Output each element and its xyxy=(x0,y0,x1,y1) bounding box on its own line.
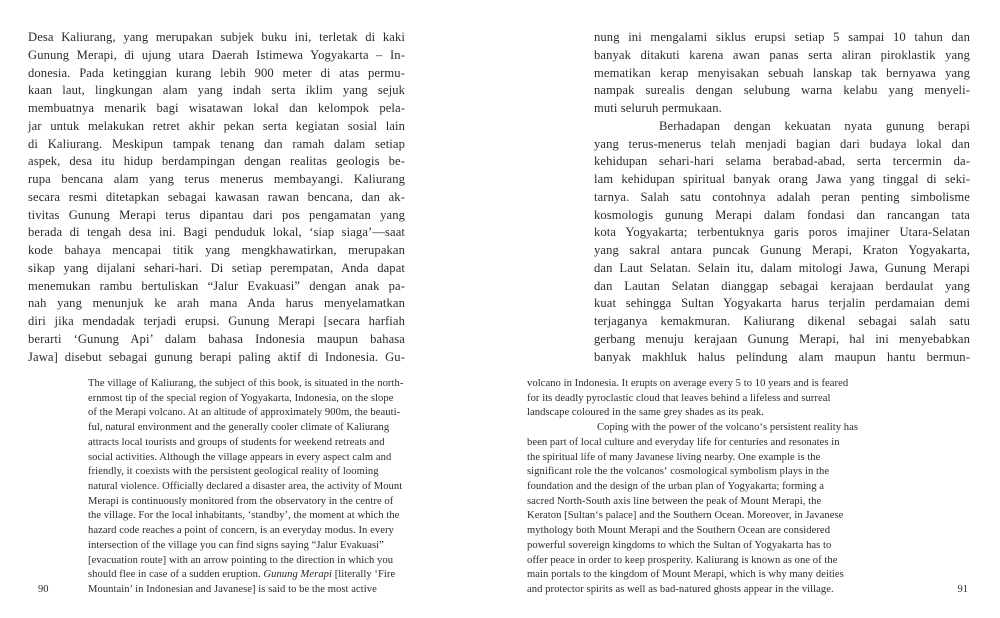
text-line: Gunung Merapi, di ujung utara Daerah Istimewa Yogyakarta – In- xyxy=(28,47,405,62)
text-line: Jawa] disebut sebagai gunung berapi paling aktif di Indonesia. Gu- xyxy=(28,349,405,364)
text-line: ernmost tip of the special region of Yogyakarta, Indonesia, on the slope xyxy=(88,392,394,404)
english-translation-column-left xyxy=(88,377,470,598)
text-line: kota Yogyakarta; terbentuknya garis poros imajiner Utara-Selatan xyxy=(594,225,970,240)
text-line: should flee in case of a sudden eruption. Gunung Merapi [literally ‘Fire xyxy=(88,569,396,581)
text-line: Berhadapan dengan kekuatan nyata gunung berapi xyxy=(659,118,970,133)
text-line: intersection of the village you can find signs saying “Jalur Evakuasi” xyxy=(88,539,384,551)
text-line: foundation and the design of the urban plan of Yogyakarta; forming a xyxy=(527,481,825,493)
page-number-left: 90 xyxy=(38,584,49,595)
text-line: sikap yang dijalani sehari-hari. Di setiap perempatan, Anda dapat xyxy=(28,260,405,275)
text-line: significant role the the volcanos‘ cosmological symbolism plays in the xyxy=(527,466,830,478)
text-line: natural violence. Officially declared a disaster area, the activity of Mount xyxy=(88,481,403,493)
text-line: of the Merapi volcano. At an altitude of approximately 900m, the beauti- xyxy=(88,407,401,419)
text-line: hazard code reaches a point of concern, is an everyday modus. In every xyxy=(88,525,394,537)
text-line: sacred North-South axis line between the peak of Mount Merapi, the xyxy=(527,495,822,507)
text-line: aspek, desa itu hidup berdampingan dengan realitas geologis be- xyxy=(28,154,405,169)
text-line: Coping with the power of the volcano‘s persistent reality has xyxy=(597,422,859,434)
text-line: the spiritual life of many Javanese living nearby. One example is the xyxy=(527,451,821,463)
text-line: tivitas Gunung Merapi terus dipantau dari pos pengamatan yang xyxy=(28,207,405,222)
text-line: offer peace in order to keep prosperity. Kaliurang is known as one of the xyxy=(527,554,838,566)
text-line: lam kehidupan spiritual banyak orang Jawa yang tinggal di seki- xyxy=(594,172,970,186)
text-line: rupa bencana alam yang terus menerus membayangi. Kaliurang xyxy=(28,172,405,186)
text-line: volcano in Indonesia. It erupts on average every 5 to 10 years and is feared xyxy=(527,378,849,389)
text-line: nung ini mengalami siklus erupsi setiap 5 sampai 10 tahun dan xyxy=(594,30,970,44)
text-line: menemukan rambu bertuliskan “Jalur Evakuasi” dengan anak pa- xyxy=(28,278,405,293)
text-line: dan Lautan Selatan dianggap sebagai kerajaan berdaulat yang xyxy=(594,278,970,293)
text-line: tarnya. Salah satu contohnya adalah peran penting simbolisme xyxy=(594,189,970,204)
text-line: banyak makhluk halus pelindung alam maupun hantu bermun- xyxy=(594,349,970,364)
text-line: dan Laut Selatan. Selain itu, dalam mitologi Jawa, Gunung Merapi xyxy=(594,260,970,275)
text-line: friendly, it coexists with the persistent geological reality of looming xyxy=(88,466,379,478)
text-line: nah yang menunjuk ke arah mana Anda harus menyelamatkan xyxy=(28,296,405,311)
text-line: banyak ditakuti karena awan panas serta aliran piroklastik yang xyxy=(594,47,970,62)
text-line: been part of local culture and everyday life for centuries and resonates in xyxy=(527,436,840,448)
text-line: Desa Kaliurang, yang merupakan subjek buku ini, terletak di kaki xyxy=(28,30,405,44)
text-line: Merapi is continuously monitored from the observatory in the centre of xyxy=(88,495,394,507)
text-line: berarti ‘Gunung Api’ dalam bahasa Indonesia maupun bahasa xyxy=(28,331,405,346)
text-line: terjaganya kemakmuran. Kaliurang dikenal sebagai salah satu xyxy=(594,314,970,328)
text-line: mythology both Mount Merapi and the Southern Ocean are considered xyxy=(527,525,831,537)
text-line: jar untuk melakukan retret akhir pekan serta kegiatan sosial lain xyxy=(28,118,405,133)
text-line: yang sakral antara puncak Gunung Merapi, Kraton Yogyakarta, xyxy=(594,243,970,257)
text-line: donesia. Pada ketinggian kurang lebih 900 meter di atas permu- xyxy=(28,65,405,80)
text-line: Mountain’ in Indonesian and Javanese] is said to be the most active xyxy=(88,584,377,596)
text-line: mematikan kerap menyisakan sebuah lanskap tak bernyawa yang xyxy=(594,65,970,80)
text-line: the village. For the local inhabitants, ‘standby’, the moment at which the xyxy=(88,510,400,522)
text-line: Keraton [Sultan‘s palace] and the Southern Ocean. Moreover, in Javanese xyxy=(527,510,844,522)
text-line: membuatnya menarik bagi wisatawan lokal dan kelompok pela- xyxy=(28,101,405,115)
text-line: nampak surealis dengan selubung warna kelabu yang menyeli- xyxy=(594,83,970,98)
text-line: kosmologis gunung Merapi dalam fondasi dan rancangan tata xyxy=(594,207,970,222)
text-line: ful, natural environment and the generally cooler climate of Kaliurang xyxy=(88,422,390,434)
text-line: kuat sehingga Sultan Yogyakarta harus terjalin perdamaian demi xyxy=(594,296,970,311)
text-line: yang terus-menerus telah menjadi bagian dari budaya lokal dan xyxy=(594,136,970,151)
english-translation-column-right xyxy=(527,377,919,598)
page-number-right: 91 xyxy=(957,584,968,595)
text-line: muti seluruh permukaan. xyxy=(594,101,722,115)
text-line: kehidupan sehari-hari selama berabad-abad, serta tercermin da- xyxy=(594,154,970,169)
text-line: di Kaliurang. Meskipun tampak tenang dan ramah dalam setiap xyxy=(28,136,405,151)
text-line: [evacuation route] with an arrow pointing to the direction in which you xyxy=(88,554,394,566)
text-line: kode bahaya mencapai titik yang mengkhawatirkan, merupakan xyxy=(28,243,405,257)
text-line: gerbang menuju kerajaan Gunung Merapi, hal ini menyebabkan xyxy=(594,331,970,346)
text-line: diri jika mendadak terjadi erupsi. Gunung Merapi [secara harfiah xyxy=(28,314,405,328)
text-line: secara resmi ditetapkan sebagai kawasan rawan bencana, dan ak- xyxy=(28,189,405,204)
text-line: main portals to the kingdom of Mount Merapi, which is why many deities xyxy=(527,569,844,581)
indonesian-text-column-right xyxy=(594,29,970,366)
text-line: kaan laut, lingkungan alam yang indah serta iklim yang sejuk xyxy=(28,83,405,98)
text-line: and protector spirits as well as bad-natured ghosts appear in the village. xyxy=(527,584,834,596)
text-line: powerful sovereign kingdoms to which the Sultan of Yogyakarta has to xyxy=(527,539,832,551)
text-line: attracts local tourists and groups of students for weekend retreats and xyxy=(88,436,385,448)
text-line: for its deadly pyroclastic cloud that leaves behind a lifeless and surreal xyxy=(527,392,831,404)
indonesian-text-column-left xyxy=(28,29,405,366)
text-line: The village of Kaliurang, the subject of this book, is situated in the north- xyxy=(88,378,404,389)
text-line: social activities. Although the village appears in every aspect calm and xyxy=(88,451,392,463)
text-line: berada di tengah desa ini. Bagi penduduk lokal, ‘siap siaga’—saat xyxy=(28,225,405,240)
text-line: landscape coloured in the same grey shades as its peak. xyxy=(527,407,764,419)
